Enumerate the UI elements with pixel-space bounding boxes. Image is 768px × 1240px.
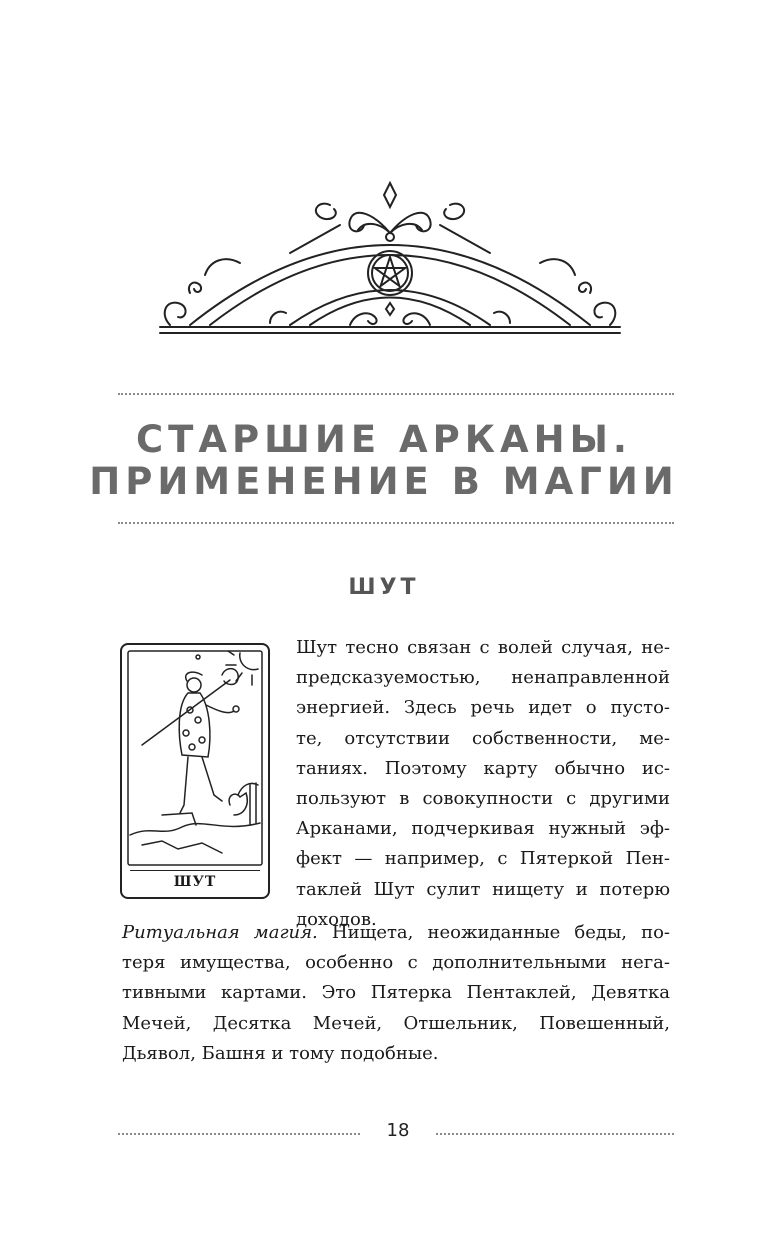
paragraph-fool-description <box>296 633 670 935</box>
footer-dots-right <box>436 1133 674 1135</box>
dotted-divider-bottom <box>118 522 674 524</box>
text-line: теря имущества, особенно с дополнительными нега- <box>122 952 670 974</box>
footer-dots-left <box>118 1133 360 1135</box>
text-line: Шут тесно связан с волей случая, не- <box>296 637 670 658</box>
text-line: те, отсутствии собственности, ме- <box>296 727 670 749</box>
text-line: пользуют в совокупности с другими <box>296 788 670 810</box>
text-line: предсказуемостью, ненаправленной <box>296 667 670 689</box>
text-line: таниях. Поэтому карту обычно ис- <box>296 757 670 779</box>
fool-illustration <box>122 645 268 897</box>
text-fragment: Нищета, неожиданные беды, по- <box>317 922 671 943</box>
section-heading: ШУТ <box>348 575 420 600</box>
ritual-magic-lead: Ритуальная магия. <box>122 922 318 943</box>
text-line: Мечей, Десятка Мечей, Отшельник, Повешенный, <box>122 1012 670 1034</box>
text-line: тивными картами. Это Пятерка Пентаклей, Девятка <box>122 982 670 1004</box>
chapter-title-line1: СТАРШИЕ АРКАНЫ. <box>136 418 632 461</box>
text-line: Арканами, подчеркивая нужный эф- <box>296 818 670 840</box>
text-line <box>122 918 670 948</box>
text-line: Дьявол, Башня и тому подобные. <box>122 1042 439 1064</box>
chapter-title-line2: ПРИМЕНЕНИЕ В МАГИИ <box>89 460 679 503</box>
page-number: 18 <box>386 1120 410 1141</box>
text-line: энергией. Здесь речь идет о пусто- <box>296 697 670 719</box>
card-label: ШУТ <box>130 870 260 891</box>
text-line: таклей Шут сулит нищету и потерю <box>296 878 670 900</box>
paragraph-ritual-magic <box>122 918 670 1069</box>
text-line: фект — например, с Пятеркой Пен- <box>296 848 670 870</box>
text-line: доходов. <box>296 908 377 930</box>
pentacle-ornament <box>150 175 630 345</box>
tarot-card-fool <box>120 643 270 899</box>
dotted-divider-top <box>118 393 674 395</box>
